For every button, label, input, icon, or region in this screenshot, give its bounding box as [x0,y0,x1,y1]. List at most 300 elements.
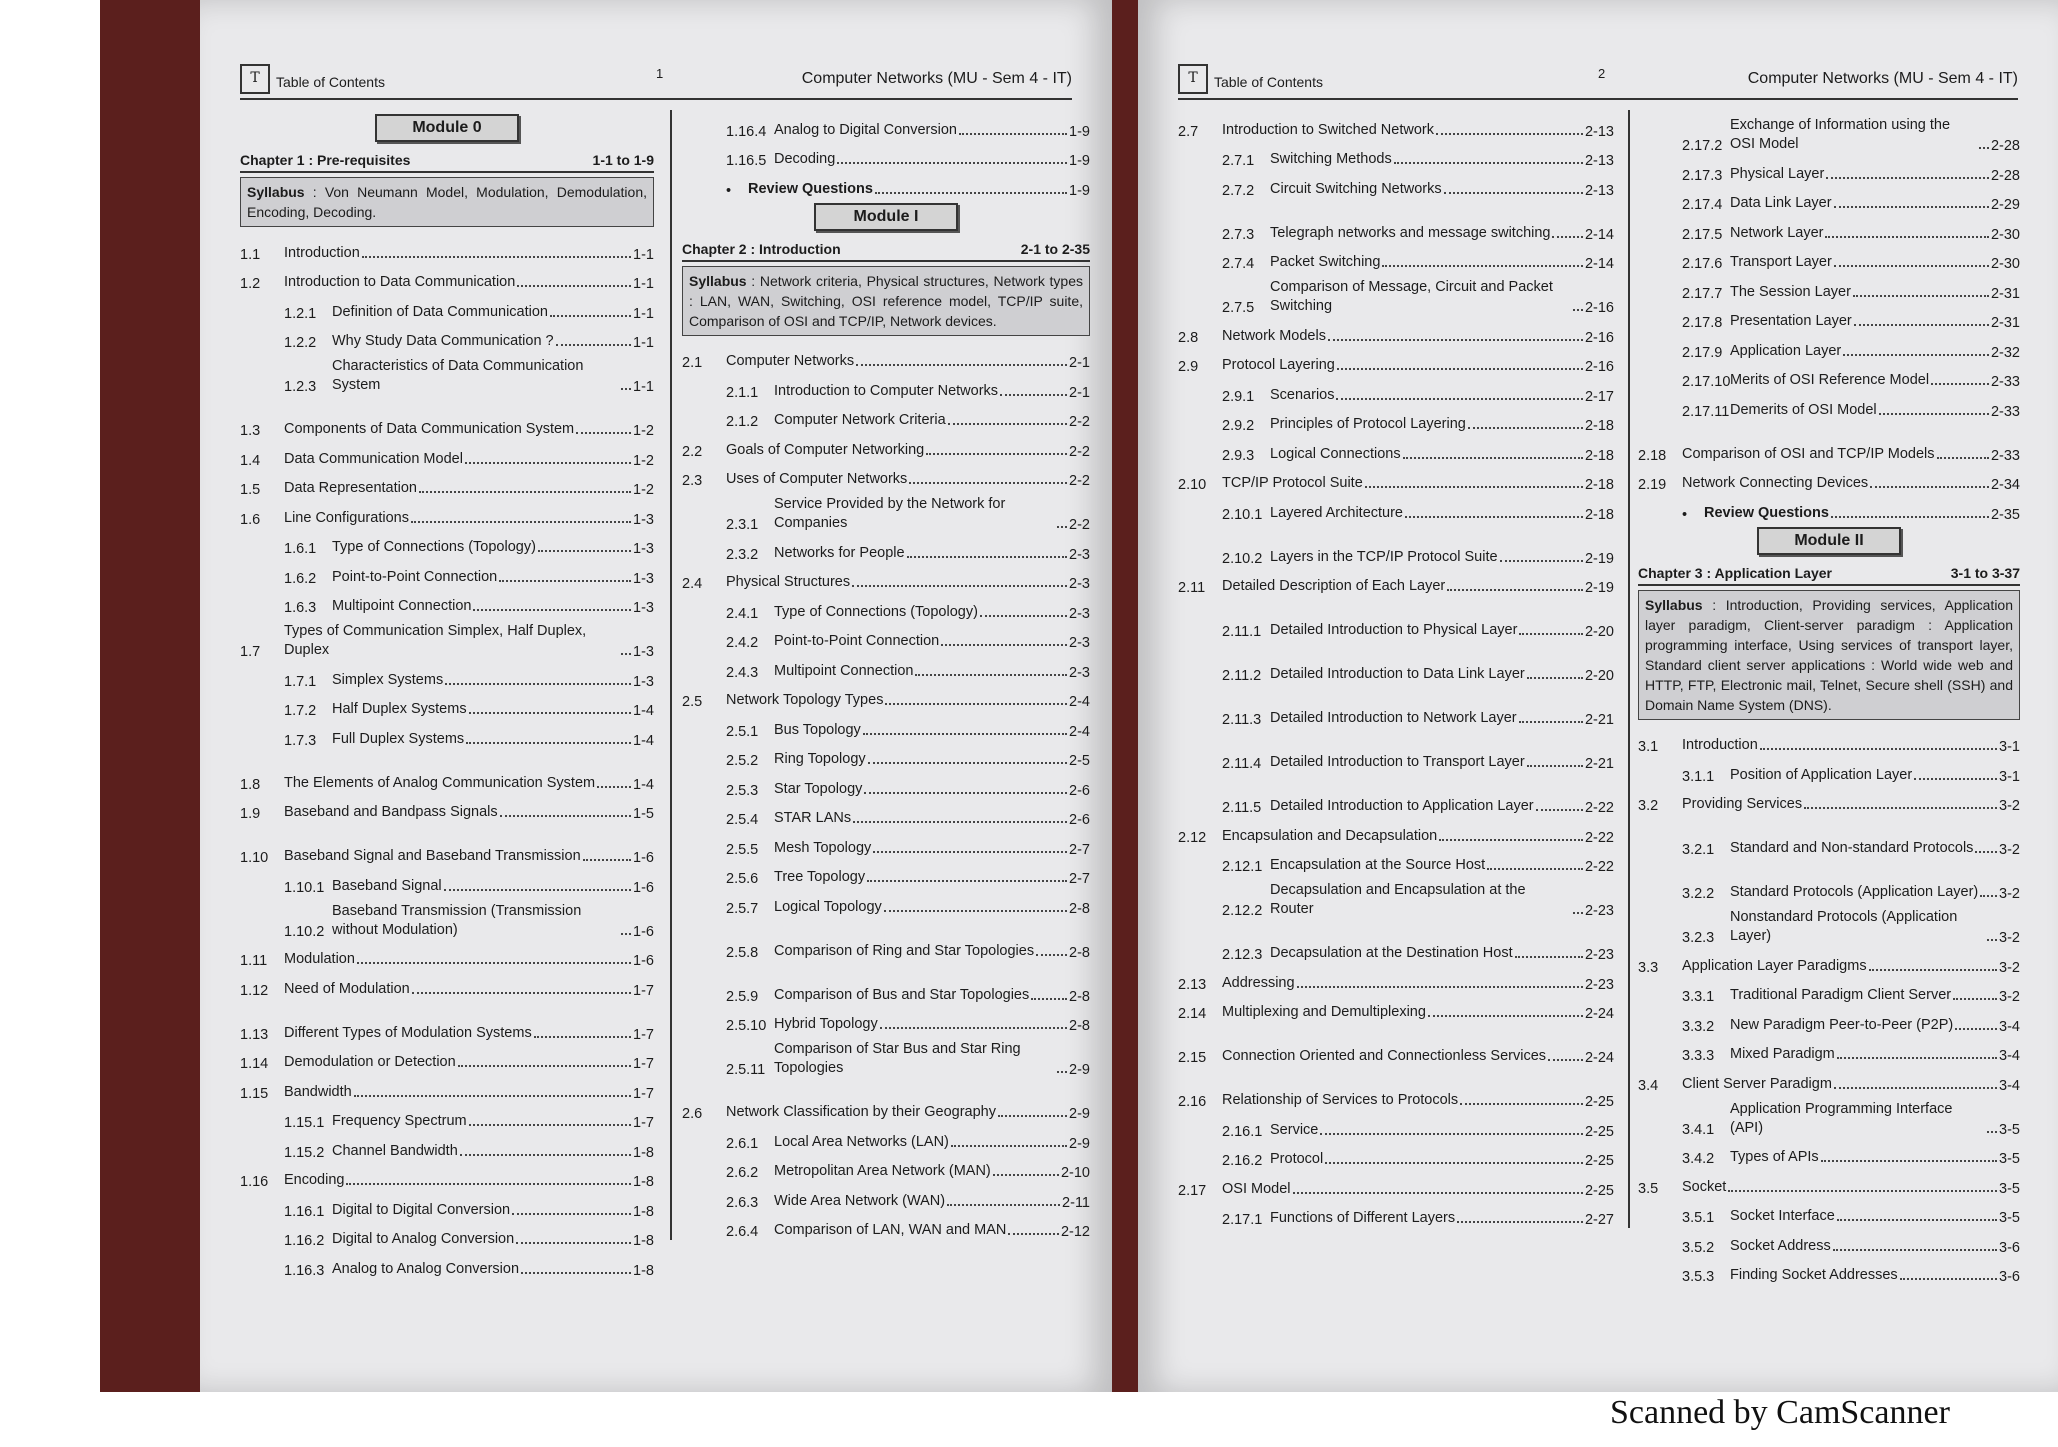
entry-number: 2.17.2 [1682,138,1723,154]
book-title: Computer Networks (MU - Sem 4 - IT) [801,70,1072,87]
entry-page: 1-7 [633,1085,654,1102]
entry-title: Modulation [284,951,355,967]
entry-title: Nonstandard Protocols (Application Layer) [1730,909,1958,944]
entry-page: 2-18 [1584,418,1614,434]
toc-entry [682,1078,1090,1122]
entry-page: 1-7 [633,1056,654,1072]
entry-number: 2.11.2 [1222,668,1262,684]
entry-title: Network Topology Types [726,692,884,708]
entry-title: Wide Area Network (WAN) [774,1192,946,1209]
entry-title: Computer Network Criteria [774,412,946,428]
chapter-range: 1-1 to 1-9 [592,152,654,168]
entry-title: Socket [1682,1178,1727,1195]
entry-number: 2.3 [682,473,703,489]
right-page [1138,0,2058,1392]
entry-page: 2-4 [1069,694,1090,710]
entry-number: 1.9 [240,806,261,822]
entry-page: 1-6 [633,953,654,969]
entry-page: 2-33 [1990,374,2020,390]
toc-entry [1638,902,2020,946]
toc-entry [1638,361,2020,391]
entry-title: Standard and Non-standard Protocols [1730,840,1974,856]
entry-page: 2-14 [1584,226,1614,243]
entry-page: 1-7 [633,1026,654,1043]
entry-number: 3.3 [1638,959,1659,976]
toc-entry [240,233,654,263]
entry-page: 1-8 [633,1233,654,1249]
scanned-photo [100,0,2020,1392]
entry-title: Review Questions [748,180,873,197]
toc-entry [1638,1005,2020,1035]
entry-title: Switching Methods [1270,151,1392,167]
entry-number: 2.11 [1178,580,1206,596]
entry-page: 3-2 [1999,886,2020,902]
entry-number: 2.17 [1178,1182,1207,1199]
entry-number: 2.9 [1178,359,1199,375]
toc-entry [1638,1064,2020,1094]
entry-page: 2-18 [1584,447,1614,464]
entry-page: 2-1 [1069,384,1090,401]
entry-page: 2-33 [1990,447,2020,464]
entry-page: 1-8 [633,1203,654,1220]
entry-number: 2.4.1 [726,605,759,622]
entry-title: Definition of Data Communication [332,303,548,320]
entry-number: 1.16.3 [284,1262,325,1279]
toc-entry [240,999,654,1043]
entry-title: Socket Interface [1730,1208,1835,1224]
entry-page: 2-24 [1584,1006,1614,1022]
entry-number: 2.12.2 [1222,903,1263,919]
entry-title: Baseband Signal and Baseband Transmission [284,848,581,864]
toc-entry [682,342,1090,372]
entry-number: 2.17.6 [1682,256,1723,272]
toc-label: Table of Contents [276,74,385,90]
toc-entry [240,940,654,970]
entry-page: 2-16 [1584,359,1614,375]
entry-title: Data Link Layer [1730,195,1832,211]
entry-title: STAR LANs [774,810,852,826]
entry-title: Transport Layer [1730,254,1832,270]
entry-number: 2.17.7 [1682,285,1723,302]
entry-page: 1-3 [633,511,654,528]
entry-number: 1.10 [240,850,269,866]
entry-number: 2.16 [1178,1094,1207,1110]
toc-entry [682,1005,1090,1035]
toc-entry [1178,272,1614,316]
entry-title: Decoding [774,151,836,167]
entry-page: 2-20 [1584,668,1614,684]
entry-number: 2.9.2 [1222,418,1255,434]
toc-entry [1178,169,1614,199]
entry-title: Encoding [284,1172,345,1188]
entry-page: 2-35 [1990,506,2020,523]
entry-page: 3-2 [1999,930,2020,946]
syllabus-label: Syllabus [689,272,747,289]
entry-number: 2.9.1 [1222,388,1255,405]
entry-title: Layers in the TCP/IP Protocol Suite [1270,548,1498,565]
entry-number: 2.6.2 [726,1165,759,1181]
entry-title: Bandwidth [284,1083,352,1100]
entry-page: 3-2 [1999,798,2020,814]
toc-entry [1638,1035,2020,1065]
toc-entry [240,292,654,322]
entry-page: 2-25 [1584,1153,1614,1169]
entry-page: 2-16 [1584,300,1614,316]
toc-entry [1178,684,1614,728]
entry-page: 1-6 [633,850,654,866]
entry-title: Introduction [284,244,360,261]
entry-number: 1.2 [240,276,261,292]
toc-entry [682,740,1090,770]
entry-title: Application Layer [1730,342,1842,359]
entry-number: 2.7 [1178,123,1199,140]
entry-title: Merits of OSI Reference Model [1730,372,1930,388]
toc-entry [1178,110,1614,140]
entry-title: Introduction [1682,737,1758,753]
toc-entry [1178,346,1614,376]
toc-entry [240,528,654,558]
toc-entry [240,793,654,823]
entry-title: Local Area Networks (LAN) [774,1133,949,1150]
entry-page: 3-4 [1999,1077,2020,1094]
toc-entry [682,563,1090,593]
toc-entry [1178,140,1614,170]
entry-title: Channel Bandwidth [332,1142,458,1159]
entry-page: 1-3 [633,600,654,616]
entry-title: Digital to Digital Conversion [332,1201,511,1218]
entry-page: 2-27 [1584,1212,1614,1228]
bullet: • [726,182,732,199]
syllabus-box [682,266,1090,336]
toc-entry [1638,213,2020,243]
entry-number: 3.2.2 [1682,886,1715,902]
entry-number: 1.16.1 [284,1203,325,1220]
entry-title: Service [1270,1121,1319,1138]
entry-page: 1-4 [633,703,654,719]
toc-entry [1638,755,2020,785]
entry-title: Star Topology [774,780,863,797]
toc-entry [240,498,654,528]
entry-title: Demodulation or Detection [284,1054,456,1070]
entry-number: 1.2.2 [284,335,317,351]
toc-entry [1178,316,1614,346]
entry-title: Addressing [1222,974,1295,991]
entry-number: 2.17.4 [1682,197,1723,213]
entry-page: 2-9 [1069,1106,1090,1122]
entry-page: 1-8 [633,1174,654,1190]
entry-title: Presentation Layer [1730,313,1852,329]
entry-page: 1-1 [633,246,654,263]
toc-entry [1178,434,1614,464]
entry-page: 2-29 [1990,197,2020,213]
review-questions-entry [1638,493,2020,523]
entry-page: 2-30 [1990,226,2020,243]
entry-title: Components of Data Communication System [284,421,575,437]
entry-page: 1-2 [633,482,654,498]
entry-title: Encapsulation at the Source Host [1270,857,1486,873]
entry-title: Review Questions [1704,504,1829,521]
entry-number: 2.1 [682,355,703,371]
toc-entry [1178,919,1614,963]
entry-page: 2-13 [1584,123,1614,140]
entry-number: 1.15 [240,1085,269,1102]
scanner-watermark: Scanned by CamScanner [1610,1394,1950,1431]
entry-page: 2-8 [1069,900,1090,917]
syllabus-text: : Network criteria, Physical structures, Network types : LAN, WAN, Switching, OSI reference model, TCP/IP suite, Comparison of OSI and TCP/IP, Network devices. [689,272,1083,329]
entry-number: 1.10.2 [284,923,325,940]
entry-page: 2-30 [1990,256,2020,272]
entry-title: Types of APIs [1730,1149,1819,1165]
entry-page: 2-2 [1069,473,1090,489]
entry-title: Introduction to Data Communication [284,274,516,290]
toc-entry [682,1211,1090,1241]
entry-title: Different Types of Modulation Systems [284,1024,532,1041]
toc-entry [682,371,1090,401]
entry-page: 2-12 [1060,1224,1090,1240]
entry-title: Point-to-Point Connection [332,568,498,585]
toc-entry [1638,1197,2020,1227]
entry-page: 2-21 [1584,756,1614,772]
toc-entry [1178,1022,1614,1066]
toc-entry [240,1072,654,1102]
entry-page: 3-5 [1999,1151,2020,1167]
entry-title: Type of Connections (Topology) [332,539,536,555]
entry-number: 1.13 [240,1026,269,1043]
entry-title: Scenarios [1270,386,1335,403]
book-logo-icon: T [1178,64,1208,94]
entry-title: Introduction to Computer Networks [774,382,999,399]
entry-number: 2.7.2 [1222,182,1255,199]
chapter-heading [1638,565,2020,586]
entry-page: 2-19 [1584,580,1614,596]
entry-title: Comparison of Message, Circuit and Packet Switching [1270,279,1553,314]
toc-entry [682,592,1090,622]
entry-title: Circuit Switching Networks [1270,180,1442,197]
entry-title: Multipoint Connection [774,662,914,679]
entry-number: 2.5.6 [726,871,759,887]
entry-title: Connection Oriented and Connectionless Services [1222,1048,1547,1064]
entry-title: Socket Address [1730,1237,1831,1254]
entry-number: 1.16.4 [726,123,767,140]
entry-title: Characteristics of Data Communication System [332,358,584,393]
entry-title: Protocol Layering [1222,357,1335,373]
toc-entry [1178,640,1614,684]
entry-number: 2.11.5 [1222,800,1262,816]
entry-number: 1.4 [240,452,261,469]
entry-page: 2-3 [1069,576,1090,592]
entry-number: 2.5.4 [726,812,759,828]
toc-entry [682,887,1090,917]
toc-entry [1638,331,2020,361]
toc-entry [1638,390,2020,420]
entry-page: 1-1 [633,276,654,292]
entry-page: 1-3 [633,673,654,690]
entry-title: OSI Model [1222,1180,1291,1197]
entry-title: Detailed Description of Each Layer [1222,578,1446,594]
entry-page: 3-5 [1999,1121,2020,1138]
syllabus-box [1638,590,2020,720]
entry-number: 2.6.4 [726,1224,759,1240]
toc-entry [240,616,654,660]
toc-entry [1638,1138,2020,1168]
entry-page: 3-4 [1999,1018,2020,1035]
toc-entry [240,1249,654,1279]
entry-number: 2.5.1 [726,723,759,740]
entry-number: 3.1 [1638,739,1659,755]
entry-title: Networks for People [774,544,905,561]
entry-number: 2.5.11 [726,1062,766,1078]
entry-number: 1.8 [240,776,261,793]
toc-entry [1178,199,1614,243]
entry-title: Physical Structures [726,574,851,590]
toc-entry [682,1122,1090,1152]
toc-entry [1178,523,1614,567]
entry-number: 2.5 [682,694,703,710]
toc-entry [1178,243,1614,273]
entry-page: 2-34 [1990,477,2020,493]
entry-number: 3.3.3 [1682,1048,1715,1064]
toc-entry [1178,1110,1614,1140]
toc-entry [1178,1140,1614,1170]
toc-entry [1178,772,1614,816]
entry-number: 2.5.9 [726,988,759,1005]
entry-title: Logical Topology [774,898,882,915]
entry-title: Point-to-Point Connection [774,633,940,649]
entry-title: Comparison of Star Bus and Star Ring Topologies [774,1041,1021,1076]
entry-page: 1-5 [633,806,654,822]
entry-title: Mesh Topology [774,839,872,856]
syllabus-text: : Von Neumann Model, Modulation, Demodulation, Encoding, Decoding. [247,184,647,220]
toc-entry [682,1034,1090,1078]
toc-entry [240,1043,654,1073]
toc-entry [682,401,1090,431]
entry-title: Metropolitan Area Network (MAN) [774,1163,991,1179]
toc-entry [1638,1167,2020,1197]
entry-number: 2.17.11 [1682,403,1730,420]
entry-page: 1-9 [1069,182,1090,199]
entry-number: 2.17.8 [1682,315,1723,331]
toc-column [240,110,654,1279]
entry-title: Application Layer Paradigms [1682,957,1867,974]
entry-number: 2.10.1 [1222,506,1263,523]
toc-entry [240,1131,654,1161]
toc-entry [240,1161,654,1191]
entry-title: Need of Modulation [284,980,410,997]
toc-entry [682,460,1090,490]
entry-page: 2-14 [1584,256,1614,272]
entry-title: Analog to Digital Conversion [774,121,957,138]
toc-entry [1638,420,2020,464]
entry-number: 2.5.8 [726,944,759,961]
toc-entry [240,1220,654,1250]
entry-number: 3.4.2 [1682,1151,1715,1167]
entry-page: 2-18 [1584,506,1614,523]
entry-title: Logical Connections [1270,445,1401,462]
page-number: 2 [1598,66,1606,81]
entry-number: 2.7.5 [1222,300,1255,316]
entry-number: 2.5.7 [726,900,759,917]
entry-page: 2-3 [1069,546,1090,563]
toc-entry [240,1190,654,1220]
toc-entries [240,233,654,1279]
toc-entry [1638,1094,2020,1138]
entry-title: Detailed Introduction to Network Layer [1270,710,1517,726]
page-header [1178,66,2018,100]
toc-entry [682,140,1090,170]
syllabus-box [240,177,654,227]
page-header [240,66,1072,100]
toc-entry [1638,785,2020,815]
toc-entry [240,969,654,999]
toc-entry [240,263,654,293]
entry-title: Comparison of LAN, WAN and MAN [774,1222,1007,1238]
chapter-title: Chapter 3 : Application Layer [1638,564,1832,581]
toc-entries [1178,110,1614,1228]
entry-page: 1-6 [633,923,654,940]
entry-title: Baseband Signal [332,877,442,894]
toc-entry [682,489,1090,533]
module-label: Module I [814,203,958,231]
toc-entry [1638,858,2020,902]
entry-number: 2.1.1 [726,384,759,401]
entry-number: 1.14 [240,1056,269,1072]
entry-number: 1.7.3 [284,732,317,749]
toc-entry [1178,816,1614,846]
entry-page: 3-2 [1999,989,2020,1005]
toc-entry [682,917,1090,961]
toc-entry [1178,493,1614,523]
entry-number: 2.15 [1178,1050,1207,1066]
toc-entry [240,439,654,469]
toc-entry [682,430,1090,460]
entry-title: Decapsulation and Encapsulation at the Router [1270,882,1526,917]
toc-entry [682,1181,1090,1211]
entry-page: 1-6 [633,879,654,896]
entry-title: Network Classification by their Geography [726,1104,996,1120]
toc-entry [1638,243,2020,273]
entry-title: Simplex Systems [332,671,444,688]
entry-number: 2.5.3 [726,782,759,799]
entry-page: 3-2 [1999,842,2020,858]
entry-page: 2-22 [1584,859,1614,875]
entry-number: 2.12.1 [1222,859,1263,875]
toc-entry [1638,110,2020,154]
entry-page: 3-6 [1999,1239,2020,1256]
toc-entry [240,322,654,352]
toc-entry [1638,1226,2020,1256]
entry-page: 2-31 [1990,285,2020,302]
entry-page: 2-31 [1990,315,2020,331]
toc-entry [1638,154,2020,184]
entry-title: Analog to Analog Conversion [332,1260,520,1277]
entry-title: Comparison of Bus and Star Topologies [774,986,1030,1003]
entry-page: 2-19 [1584,550,1614,567]
entry-page: 1-2 [633,452,654,469]
entry-number: 3.3.1 [1682,989,1715,1005]
toc-entry [1178,1066,1614,1110]
entry-title: Comparison of OSI and TCP/IP Models [1682,445,1935,462]
entry-page: 2-2 [1069,517,1090,533]
entry-page: 1-4 [633,776,654,793]
entry-page: 1-9 [1069,123,1090,140]
entry-page: 2-23 [1584,976,1614,993]
entry-title: Detailed Introduction to Data Link Layer [1270,666,1525,682]
entry-page: 2-6 [1069,812,1090,828]
toc-column [670,110,1090,1240]
entry-number: 2.6.1 [726,1135,759,1152]
toc-entry [682,1152,1090,1182]
entry-number: 2.17.9 [1682,344,1723,361]
